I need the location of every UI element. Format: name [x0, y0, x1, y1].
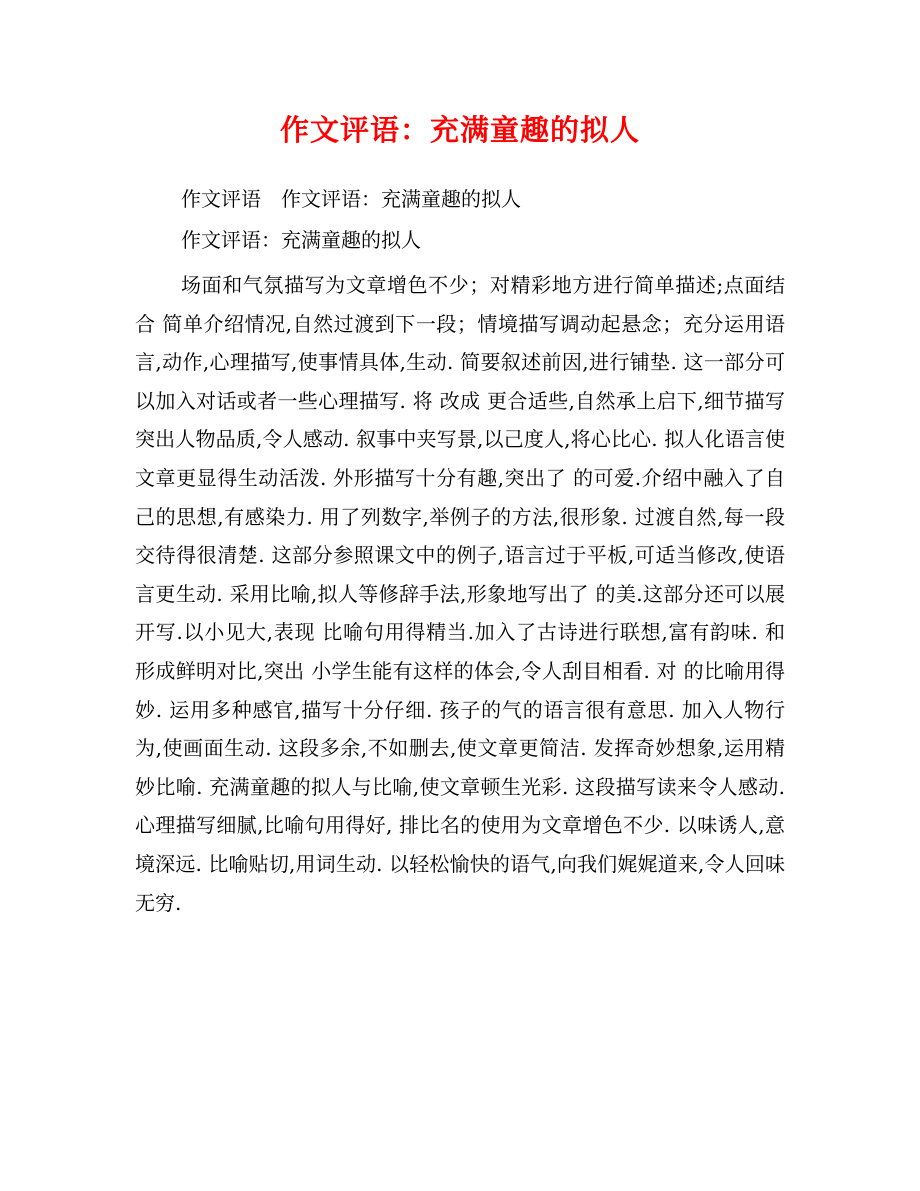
body-paragraph: 场面和气氛描写为文章增色不少；对精彩地方进行简单描述;点面结合 简单介绍情况,自然过渡到下一段；情境描写调动起悬念；充分运用语言,动作,心理描写,使事情具体,生动. 简要叙述前因,进行铺垫. 这一部分可以加入对话或者一些心理描写. 将 改成 更合适些,自然承上启下,细节描写突出人物品质,令人感动. 叙事中夹写景,以己度人,将心比心. 拟人化语言使文章更显得生动活泼. 外形描写十分有趣,突出了 的可爱.介绍中融入了自己的思想,有感染力. 用了列数字,举例子的方法,很形象. 过渡自然,每一段交待得很清楚. 这部分参照课文中的例子,语言过于平板,可适当修改,使语言更生动. 采用比喻,拟人等修辞手法,形象地写出了 的美.这部分还可以展开写.以小见大,表现 比喻句用得精当.加入了古诗进行联想,富有韵味. 和 形成鲜明对比,突出 小学生能有这样的体会,令人刮目相看. 对 的比喻用得妙. 运用多种感官,描写十分仔细. 孩子的气的语言很有意思. 加入人物行为,使画面生动. 这段多余,不如删去,使文章更简洁. 发挥奇妙想象,运用精妙比喻. 充满童趣的拟人与比喻,使文章顿生光彩. 这段描写读来令人感动. 心理描写细腻,比喻句用得好, 排比名的使用为文章增色不少. 以味诱人,意境深远. 比喻贴切,用词生动. 以轻松愉快的语气,向我们娓娓道来,令人回味无穷. — [135, 273, 785, 915]
subtitle-line-1: 作文评语 作文评语：充满童趣的拟人 — [181, 187, 521, 211]
document-title: 作文评语：充满童趣的拟人 — [279, 113, 640, 147]
subtitle-line-2: 作文评语：充满童趣的拟人 — [181, 228, 421, 252]
